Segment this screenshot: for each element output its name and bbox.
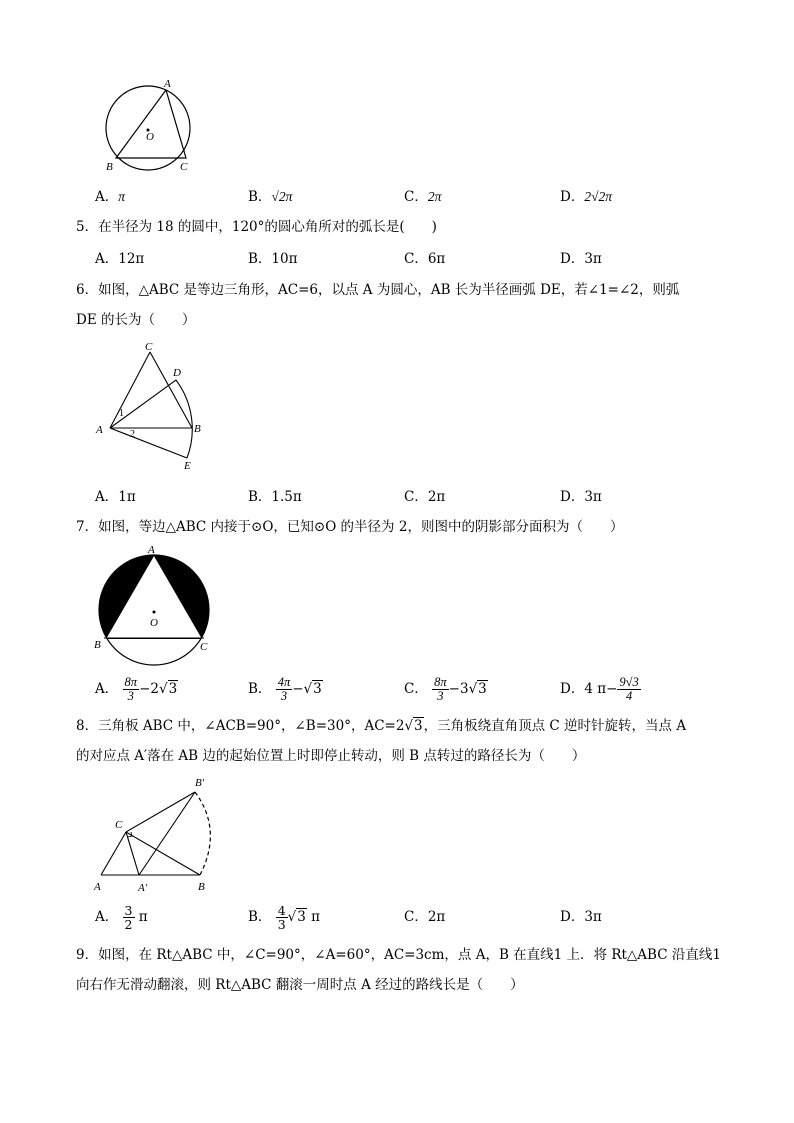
q7-label-a: A [148,544,155,556]
q6-stem-line1: 6．如图，△ABC 是等边三角形，AC=6，以点 A 为圆心，AB 长为半径画弧 DE，若∠1=∠2，则弧 [76,282,680,298]
q8-stem-line1: 8．三角板 ABC 中，∠ACB=90°，∠B=30°，AC=2√3，三角板绕直角顶点 C 逆时针旋转，当点 A [76,718,687,734]
q6-label-a: A [96,424,103,436]
q4-label-o: O [146,131,154,143]
q7-figure [90,542,220,667]
q5-option-b[interactable]: B．10π [248,251,298,267]
q8-figure [88,770,228,898]
q6-angle-1: 1 [119,408,124,419]
q7-label-o: O [150,617,158,629]
q6-angle-2: 2 [130,429,135,440]
q6-option-d[interactable]: D．3π [560,489,602,505]
q8-label-a2: A′ [138,882,148,894]
q5-option-c[interactable]: C．6π [404,251,446,267]
q4-figure [100,78,220,178]
q6-label-b: B [194,423,201,435]
q8-rotation-path [195,792,210,875]
q4-option-c[interactable]: C．2π [404,189,442,205]
q8-option-c[interactable]: C．2π [404,909,446,925]
q6-stem-line2: DE 的长为（ ） [76,312,196,328]
q8-label-b2: B′ [195,777,205,789]
q4-label-c: C [180,161,188,173]
q8-label-c: C [115,819,123,831]
q8-option-b[interactable]: B． $\frac{4}{3}$ √3 π [248,903,321,932]
q6-option-a[interactable]: A．1π [95,489,136,505]
q4-option-a[interactable]: A．π [95,189,126,205]
q4-option-b[interactable]: B．√2π [248,189,293,205]
q9-stem-line2: 向右作无滑动翻滚，则 Rt△ABC 翻滚一周时点 A 经过的路线长是（ ） [76,977,524,993]
q6-label-d: D [173,367,181,379]
q6-figure [92,340,212,475]
q6-option-c[interactable]: C．2π [404,489,446,505]
q4-triangle [116,90,186,158]
q6-arc-de [176,380,192,458]
q9-stem-line1: 9．如图，在 Rt△ABC 中，∠C=90°，∠A=60°，AC=3cm，点 A，B 在直线1 上．将 Rt△ABC 沿直线1 [76,947,721,963]
q6-label-c: C [145,341,153,353]
q5-option-a[interactable]: A．12π [95,251,145,267]
q7-stem: 7．如图，等边△ABC 内接于⊙O，已知⊙O 的半径为 2，则图中的阴影部分面积为（ ） [76,519,624,535]
q7-option-b[interactable]: B． $\frac{4\pi}{3}$ −√3 [248,675,322,703]
q8-option-a[interactable]: A． $\frac{3}{2}$ π [95,903,148,932]
q7-option-d[interactable]: D．4 π− $\frac{9√3}{4}$ [560,675,639,703]
q5-option-d[interactable]: D．3π [560,251,602,267]
q8-option-d[interactable]: D．3π [560,909,602,925]
q6-label-e: E [184,460,191,472]
q7-option-a[interactable]: A． $\frac{8\pi}{3}$ −2√3 [95,675,178,703]
q8-label-b: B [198,881,205,893]
q7-label-c: C [200,641,208,653]
q7-label-b: B [94,639,101,651]
q7-option-c[interactable]: C． $\frac{8\pi}{3}$ −3√3 [404,675,487,703]
q6-option-b[interactable]: B．1.5π [248,489,302,505]
q8-stem-line2: 的对应点 A′落在 AB 边的起始位置上时即停止转动，则 B 点转过的路径长为（ ） [76,748,586,764]
q4-label-a: A [164,78,171,90]
q4-option-d[interactable]: D．2√2π [560,189,613,205]
q8-label-a: A [94,881,101,893]
q7-center-dot [153,611,156,614]
q4-label-b: B [106,161,113,173]
q5-stem: 5．在半径为 18 的圆中，120°的圆心角所对的弧长是( ) [76,219,437,235]
